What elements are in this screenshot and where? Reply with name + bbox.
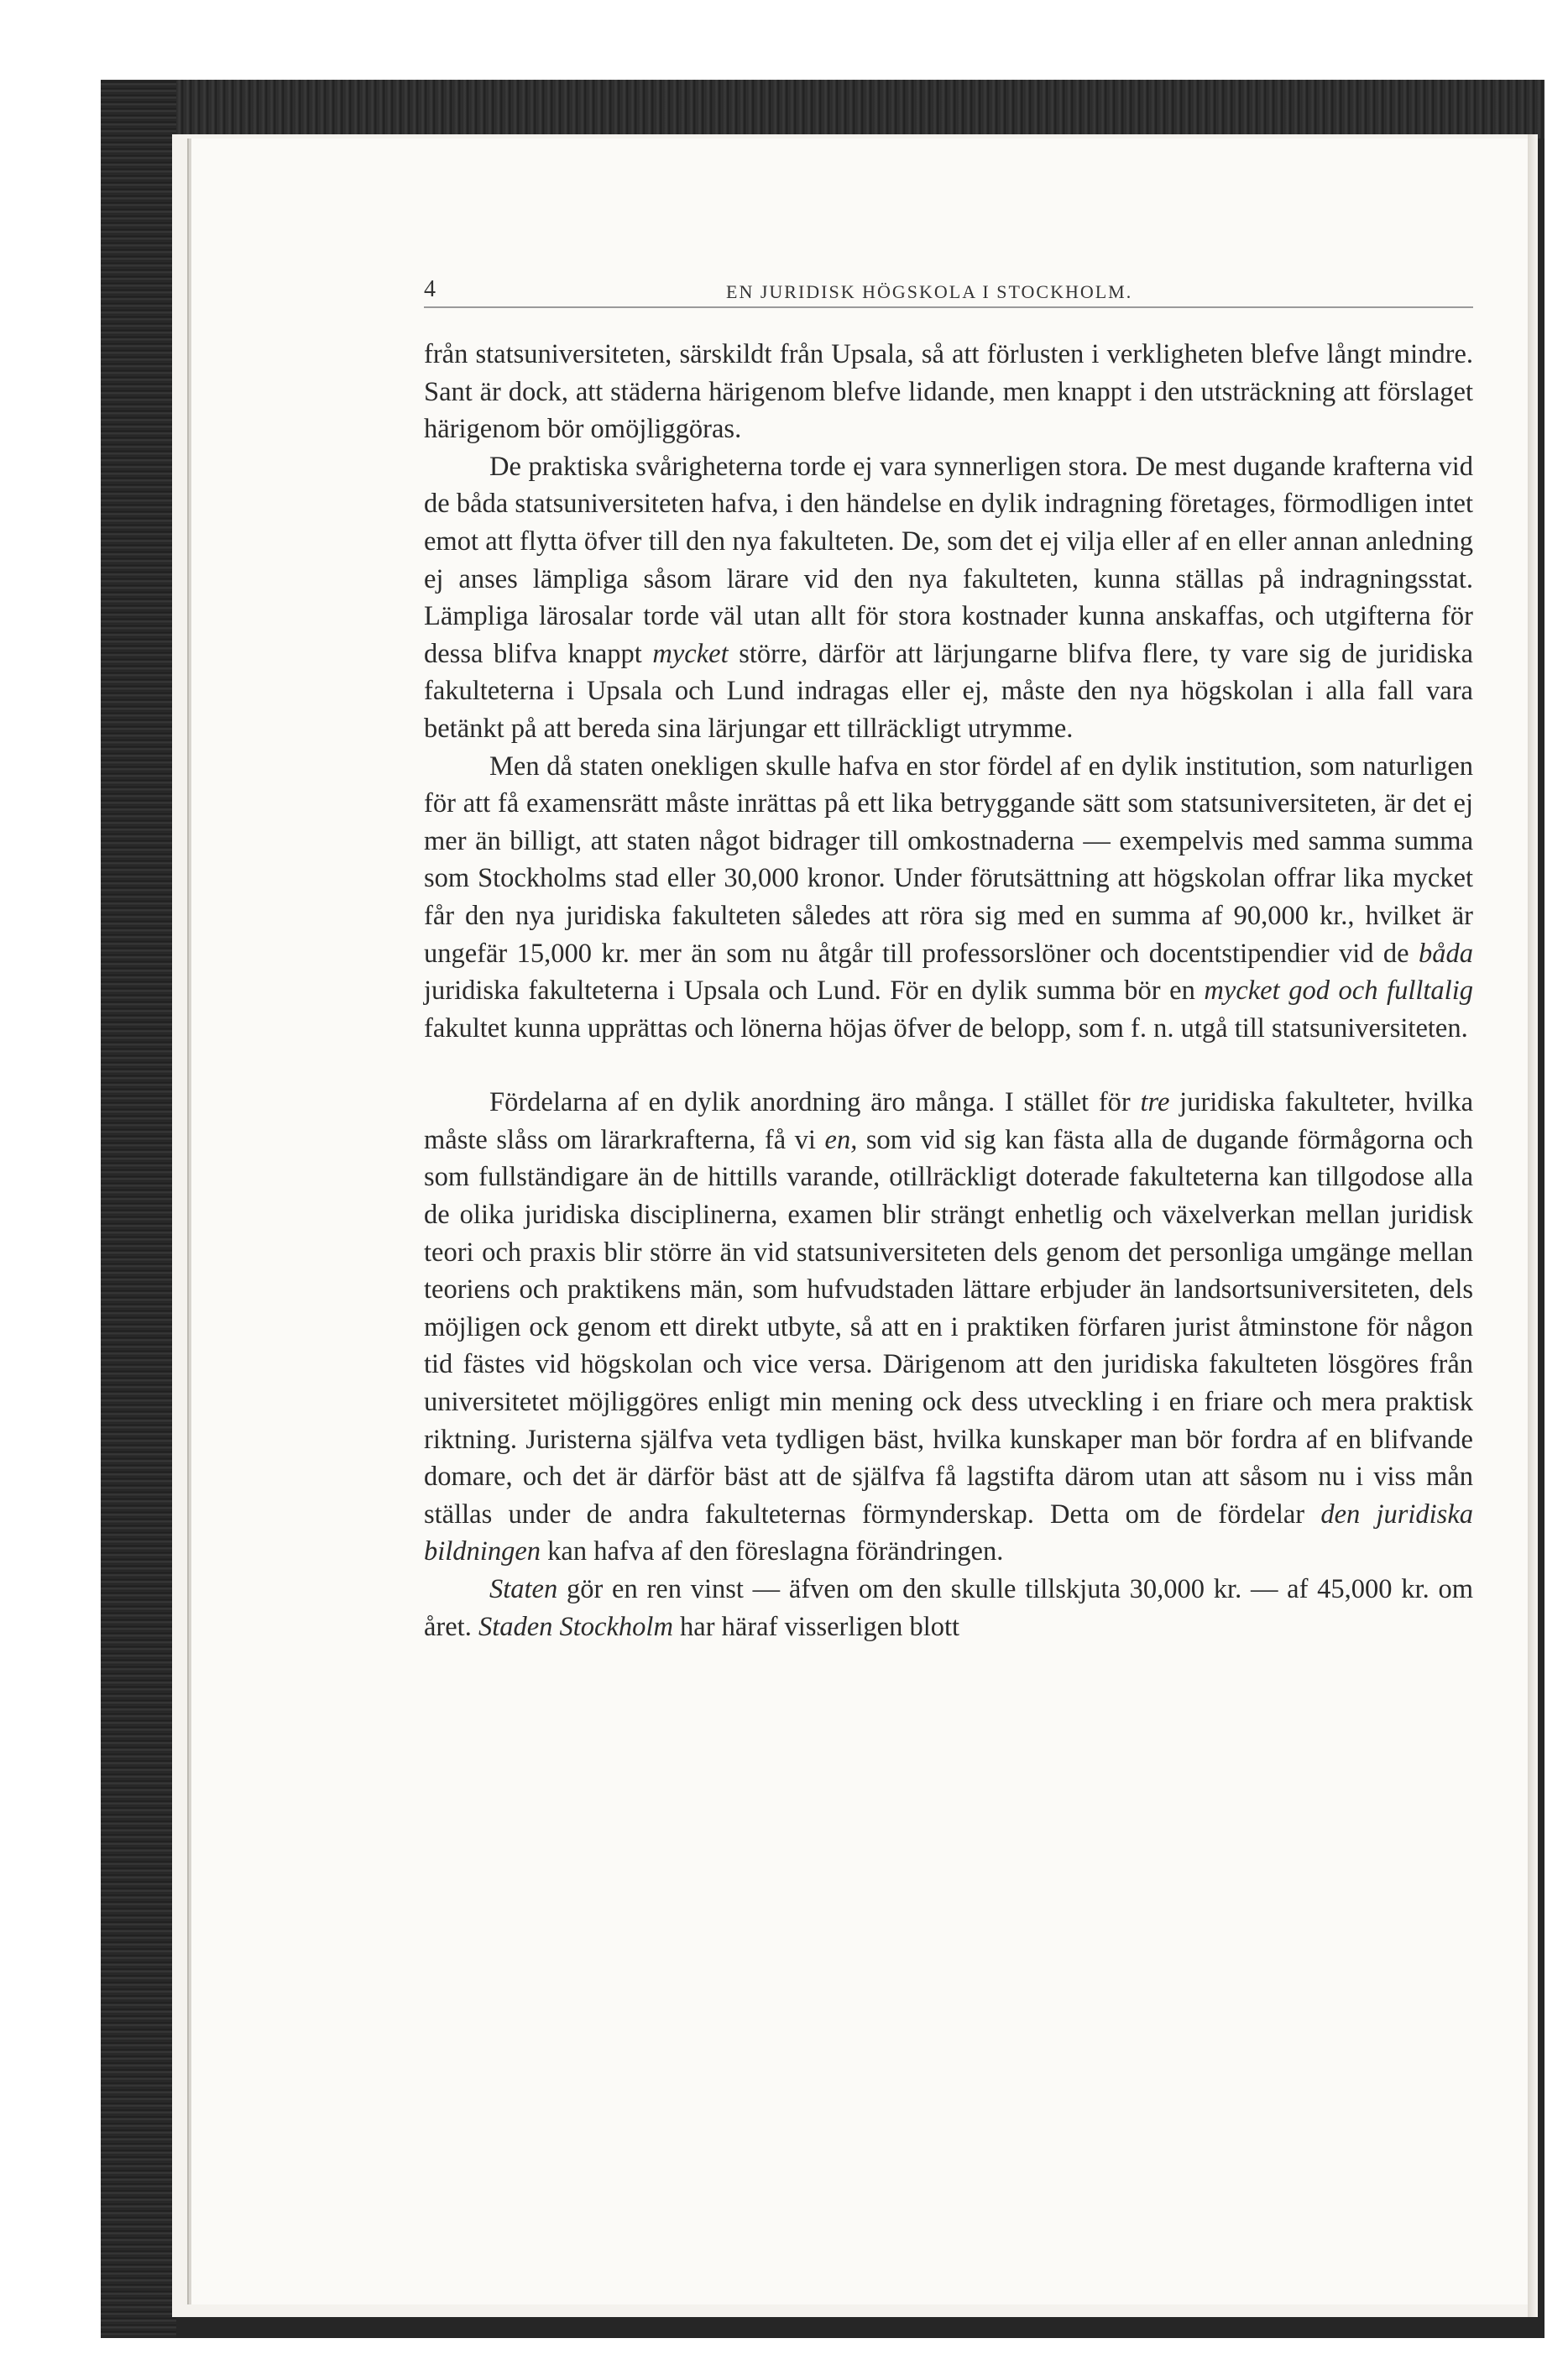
- binding-top-edge: [101, 80, 1544, 139]
- running-title: EN JURIDISK HÖGSKOLA I STOCKHOLM.: [726, 281, 1133, 302]
- italic-run: Staden Stockholm: [478, 1611, 673, 1642]
- body-text: [424, 336, 1473, 1645]
- italic-run: mycket: [652, 638, 729, 669]
- text-run: juridiska fakulteterna i Upsala och Lund. För en dylik summa bör en: [424, 976, 1205, 1007]
- text-run: från statsuniversiteten, särskildt från Upsala, så att förlusten i verkligheten blefve långt mindre. Sant är dock, att städerna härigenom blefve lidande, men knappt i den utsträckning att förslaget härigenom bör omöjliggöras.: [424, 339, 1473, 445]
- italic-run: en,: [824, 1124, 858, 1155]
- page-right-edge: [1528, 134, 1538, 2317]
- italic-run: mycket god och fulltalig: [1204, 976, 1473, 1007]
- paragraph-4: [424, 1084, 1473, 1571]
- binding-left-edge: [101, 80, 176, 2338]
- text-run: gör en ren vinst — äfven om den skulle tillskjuta 30,000 kr. — af 45,000 kr. om året.: [424, 1574, 1473, 1642]
- text-run: större, därför att lärjungarne blifva flere, ty vare sig de juridiska fakulteterna i Upsala och Lund indragas eller ej, måste den nya högskolan i alla fall vara betänkt på att bereda sina lärjungar ett tillräckligt utrymme.: [424, 638, 1473, 744]
- text-run: kan hafva af den föreslagna förändringen.: [541, 1536, 1004, 1567]
- text-run: har häraf visserligen blott: [672, 1611, 960, 1642]
- italic-run: tre: [1140, 1087, 1170, 1118]
- paragraph-2: [424, 448, 1473, 748]
- text-run: Fördelarna af en dylik anordning äro många. I stället för: [489, 1087, 1141, 1118]
- text-run: som vid sig kan fästa alla de dugande förmågorna och som fullständigare än de hittills varande, otillräckligt doterade fakulteterna kan tillgodose alla de olika juridiska disciplinerna, examen blir strängt enhetlig och växelverkan mellan juridisk teori och praxis blir större än vid statsuniversiteten dels genom det personliga umgänge mellan teoriens och praktikens män, som hufvudstaden lättare erbjuder än landsortsuniversiteten, dels möjligen ock genom ett direkt utbyte, så att en i praktiken förfaren jurist åtminstone för någon tid fästes vid högskolan och vice versa. Därigenom att den juridiska fakulteten lösgöres från universitetet möjliggöres enligt min mening ock dess utveckling i en friare och mera praktisk riktning. Juristerna själfva veta tydligen bäst, hvilka kunskaper man bör fordra af en blifvande domare, och det är därför bäst att de själfva få lagstifta därom utan att såsom nu i viss mån ställas under de andra fakulteternas förmynderskap. Detta om de fördelar: [424, 1124, 1473, 1530]
- paragraph-1: [424, 336, 1473, 448]
- italic-run: den juridiska bildningen: [424, 1499, 1474, 1567]
- page-number: 4: [424, 276, 436, 302]
- running-header: [424, 276, 1473, 308]
- text-run: Men då staten onekligen skulle hafva en stor fördel af en dylik institution, som naturligen för att få examensrätt måste inrättas på ett lika betryggande sätt som statsuniversiteten, är det ej mer än billigt, att staten något bidrager till omkostnaderna — exempelvis med samma summa som Stockholms stad eller 30,000 kronor. Under förutsättning att högskolan offrar lika mycket får den nya juridiska fakulteten således att röra sig med en summa af 90,000 kr., hvilket är ungefär 15,000 kr. mer än som nu åtgår till professorslöner och docentstipendier vid de: [424, 751, 1473, 969]
- text-run: juridiska fakulteter, hvilka måste slåss om lärarkrafterna, få vi: [424, 1087, 1473, 1155]
- italic-run: Staten: [489, 1574, 558, 1604]
- text-run: De praktiska svårigheterna torde ej vara synnerligen stora. De mest dugande krafterna vid de båda statsuniversiteten hafva, i den händelse en dylik indragning företages, förmodligen intet emot att flytta öfver till den nya fakulteten. De, som det ej vilja eller af en eller annan anledning ej anses lämpliga såsom lärare vid den nya fakulteten, kunna ställas på indragningsstat. Lämpliga lärosalar torde väl utan allt för stora kostnader kunna anskaffas, och utgifterna för dessa blifva knappt: [424, 451, 1473, 669]
- paragraph-3: [424, 748, 1473, 1048]
- paragraph-5: [424, 1571, 1473, 1645]
- italic-run: båda: [1419, 938, 1473, 969]
- text-run: fakultet kunna upprättas och lönerna höjas öfver de belopp, som f. n. utgå till statsuniversiteten.: [424, 1012, 1468, 1044]
